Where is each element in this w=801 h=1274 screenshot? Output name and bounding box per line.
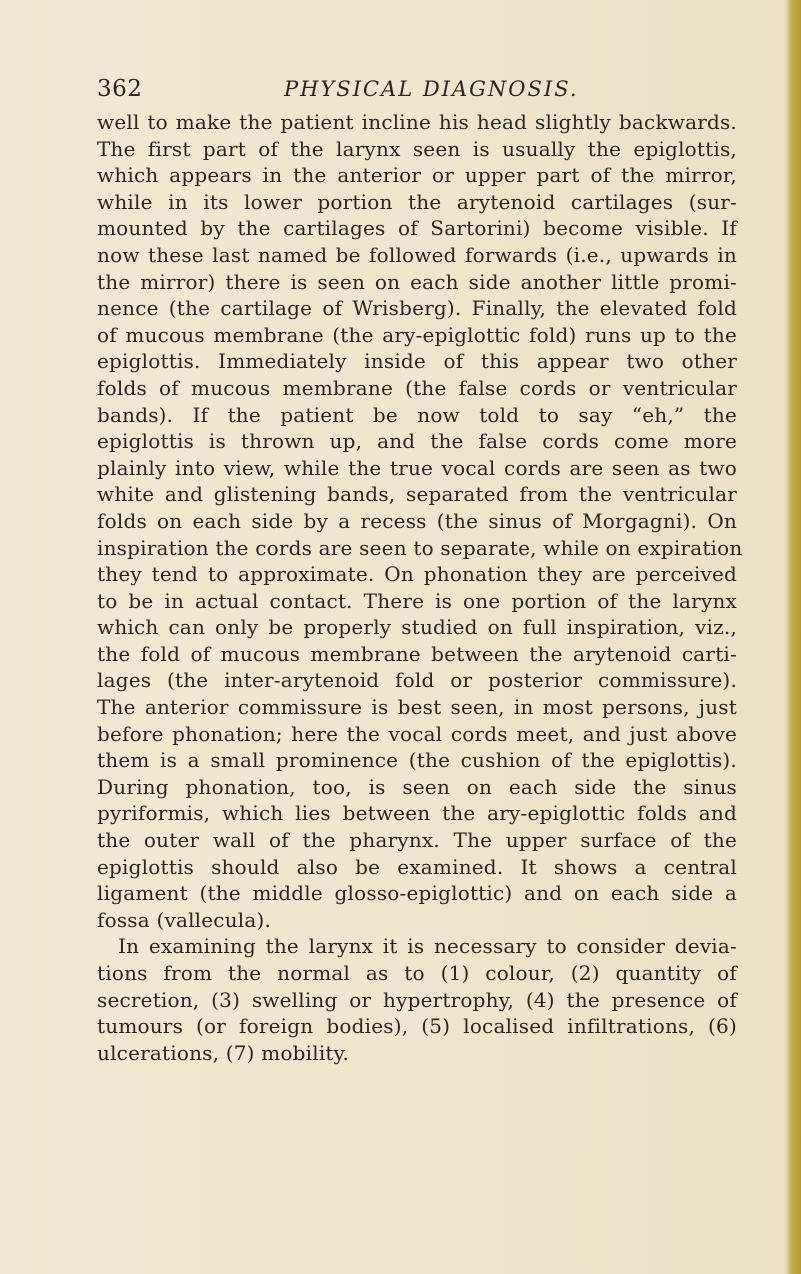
page-edge (785, 0, 801, 1274)
text-line: bands). If the patient be now told to say “eh,” the (97, 402, 737, 427)
text-line: them is a small prominence (the cushion of the epiglottis). (97, 748, 737, 773)
text-line: white and glistening bands, separated from the ventricular (97, 482, 737, 507)
text-line: ligament (the middle glosso-epiglottic) and on each side a (97, 881, 737, 906)
text-line: they tend to approximate. On phonation they are perceived (97, 562, 737, 587)
text-line: epiglottis. Immediately inside of this appear two other (97, 349, 737, 374)
text-line: plainly into view, while the true vocal cords are seen as two (97, 455, 737, 480)
text-line: The anterior commissure is best seen, in most persons, just (97, 695, 737, 720)
text-line: the fold of mucous membrane between the arytenoid carti- (97, 641, 737, 666)
text-line: to be in actual contact. There is one portion of the larynx (97, 588, 737, 613)
text-line: folds of mucous membrane (the false cords or ventricular (97, 375, 737, 400)
text-line: before phonation; here the vocal cords meet, and just above (97, 721, 737, 746)
text-line: secretion, (3) swelling or hypertrophy, (4) the presence of (97, 987, 737, 1012)
text-line: the mirror) there is seen on each side another little promi- (97, 269, 737, 294)
text-line: epiglottis should also be examined. It shows a central (97, 854, 737, 879)
text-line: now these last named be followed forwards (i.e., upwards in (97, 242, 737, 267)
text-line: while in its lower portion the arytenoid cartilages (sur- (97, 189, 737, 214)
page-number: 362 (97, 76, 143, 102)
page-header (97, 72, 737, 112)
text-line: lages (the inter-arytenoid fold or posterior commissure). (97, 668, 737, 693)
text-line: inspiration the cords are seen to separate, while on expiration (97, 535, 743, 560)
text-line: The first part of the larynx seen is usually the epiglottis, (97, 136, 737, 161)
text-line: tumours (or foreign bodies), (5) localised infiltrations, (6) (97, 1014, 737, 1039)
running-head: PHYSICAL DIAGNOSIS. (284, 77, 579, 101)
text-line: In examining the larynx it is necessary to consider devia- (118, 934, 737, 959)
text-line: which appears in the anterior or upper part of the mirror, (97, 163, 737, 188)
text-line: fossa (vallecula). (97, 907, 272, 932)
text-line: the outer wall of the pharynx. The upper surface of the (97, 828, 737, 853)
text-line: During phonation, too, is seen on each side the sinus (97, 774, 737, 799)
text-line: tions from the normal as to (1) colour, (2) quantity of (97, 961, 737, 985)
text-line: pyriformis, which lies between the ary-epiglottic folds and (97, 801, 737, 826)
text-line: of mucous membrane (the ary-epiglottic fold) runs up to the (97, 322, 737, 347)
text-line: epiglottis is thrown up, and the false cords come more (97, 429, 737, 454)
text-line: well to make the patient incline his head slightly backwards. (97, 110, 737, 134)
text-line: nence (the cartilage of Wrisberg). Finally, the elevated fold (97, 296, 737, 321)
body-text (97, 109, 743, 1066)
text-line: which can only be properly studied on full inspiration, viz., (97, 615, 737, 640)
text-line: mounted by the cartilages of Sartorini) become visible. If (97, 216, 737, 241)
text-line: folds on each side by a recess (the sinus of Morgagni). On (97, 508, 737, 533)
text-line: ulcerations, (7) mobility. (97, 1040, 350, 1065)
